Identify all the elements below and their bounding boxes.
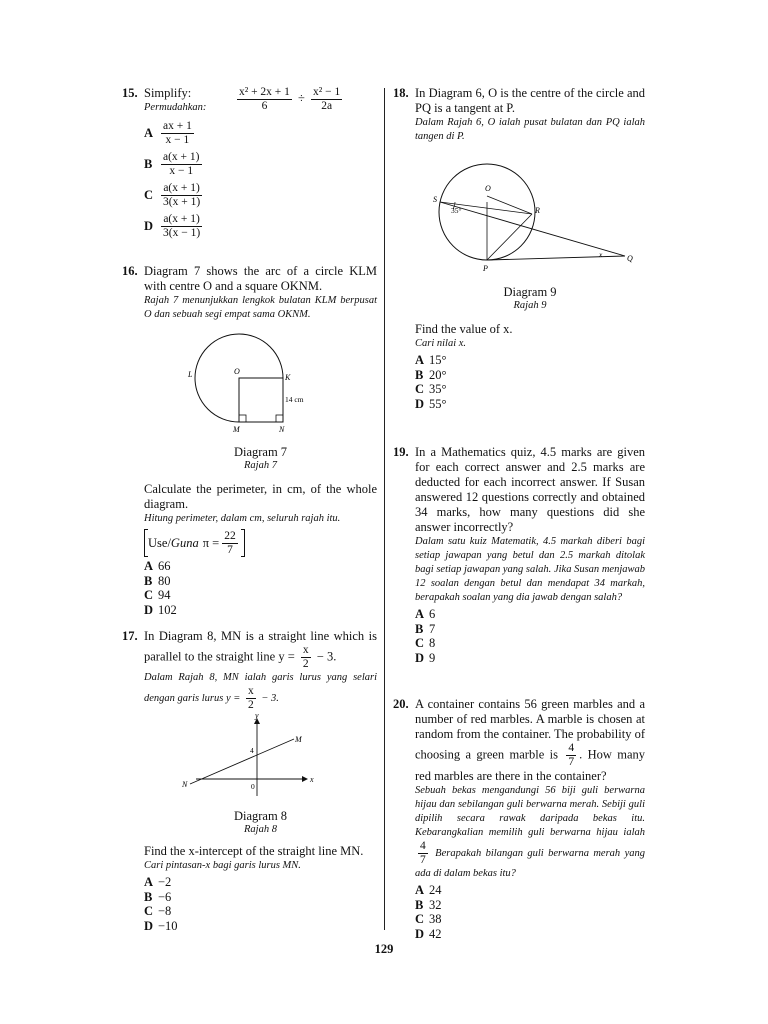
label-K: K: [285, 373, 291, 382]
option-letter: C: [415, 636, 425, 650]
option-value: 7: [429, 621, 436, 636]
question-text: In a Mathematics quiz, 4.5 marks are given for each correct answer and 2.5 marks are deducted for each incorrect answer. If Susan answered 12 questions correctly and obtained 34 marks, how many questions did she answer incorrectly?: [415, 445, 645, 534]
right-column: [393, 86, 645, 941]
question-number: 20.: [393, 697, 409, 711]
answer-options: [144, 559, 377, 617]
question-18: [393, 86, 645, 411]
question-prompt: Find the value of x.: [415, 322, 513, 336]
label-4: 4: [250, 746, 254, 755]
answer-options: [415, 353, 645, 411]
option-c: [415, 912, 645, 927]
question-15: [122, 86, 377, 256]
column-divider: [384, 88, 385, 930]
question-number: 16.: [122, 264, 138, 278]
question-17: [122, 629, 377, 933]
option-c: [144, 588, 377, 603]
option-letter: D: [144, 918, 154, 933]
label-length: 14 cm: [285, 395, 304, 404]
option-a: [415, 353, 645, 368]
option-a: [144, 120, 377, 147]
option-letter: B: [415, 897, 424, 912]
option-letter: B: [415, 367, 424, 382]
option-d: [144, 919, 377, 934]
option-value: −8: [158, 904, 172, 918]
option-letter: D: [144, 602, 154, 617]
option-b: [415, 898, 645, 913]
option-letter: B: [144, 573, 153, 588]
label-S: S: [433, 195, 437, 204]
option-letter: A: [415, 883, 425, 897]
option-value: −6: [158, 889, 172, 904]
question-text: Diagram 7 shows the arc of a circle KLM with centre O and a square OKNM.: [144, 264, 377, 293]
expression: $\frac{\text{x² + 2x + 1}}{6}$ ÷ $\frac{\text{x² − 1}}{2a}$: [239, 86, 341, 112]
option-letter: C: [415, 382, 425, 396]
label-Q: Q: [627, 254, 633, 263]
answer-options: [144, 875, 377, 933]
option-d: [144, 213, 377, 240]
question-text-malay: Dalam satu kuiz Matematik, 4.5 markah diberi bagi setiap jawapan yang betul dan 2.5 markah ditolak bagi setiap jawapan yang salah. Jika Susan menjawab 12 soalan dengan betul dan mendapat 34 markah, berapakah soalan yang dia jawab dengan salah?: [415, 536, 645, 603]
question-text: In Diagram 8, MN is a straight line which is parallel to the straight line y = $\frac{x}{2}$ − 3.: [144, 629, 377, 670]
question-number: 19.: [393, 445, 409, 459]
option-value: 6: [429, 607, 436, 621]
pi-note: Use/ Guna π = $\frac{22}{7}$: [144, 529, 377, 557]
option-value: 55°: [429, 396, 447, 411]
question-text-malay: Permudahkan:: [144, 102, 207, 113]
label-O: O: [234, 367, 240, 376]
option-value: 24: [429, 883, 442, 897]
question-prompt-malay: Cari nilai x.: [415, 338, 467, 349]
option-letter: A: [415, 607, 425, 621]
option-value: 38: [429, 912, 442, 926]
option-value: $\frac{ax + 1}{x - 1}$: [163, 120, 192, 146]
option-value: 94: [158, 588, 171, 602]
question-number: 17.: [122, 629, 138, 643]
answer-options: [415, 607, 645, 665]
label-x: x: [310, 775, 314, 784]
option-letter: A: [144, 126, 154, 141]
option-b: [144, 890, 377, 905]
option-letter: C: [144, 188, 154, 203]
answer-options: [415, 883, 645, 941]
label-0: 0: [251, 782, 255, 791]
question-text: A container contains 56 green marbles and a number of red marbles. A marble is chosen at random from the container. The probability of choosing a green marble is $\frac{4}{7}$ . How many red marbles are there in the container?: [415, 697, 646, 783]
label-R: R: [535, 206, 540, 215]
option-letter: A: [144, 875, 154, 889]
label-L: L: [188, 370, 193, 379]
question-number: 15.: [122, 86, 138, 100]
option-a: [415, 607, 645, 622]
label-N: N: [279, 425, 285, 434]
answer-options: [144, 120, 377, 240]
option-a: [415, 883, 645, 898]
option-letter: C: [144, 904, 154, 918]
option-value: 42: [429, 926, 442, 941]
option-value: 9: [429, 650, 436, 665]
option-letter: D: [415, 926, 425, 941]
question-text-malay: Rajah 7 menunjukkan lengkok bulatan KLM berpusat O dan sebuah segi empat sama OKNM.: [144, 295, 377, 320]
diagram-9-figure: [415, 144, 645, 282]
diagram-caption: Diagram 7 Rajah 7: [233, 445, 288, 471]
question-text: Simplify:: [144, 86, 192, 100]
option-a: [144, 875, 377, 890]
label-x: x: [599, 250, 603, 259]
option-b: [144, 574, 377, 589]
question-text-malay: Sebuah bekas mengandungi 56 biji guli berwarna hijau dan sebilangan guli berwarna merah. Sebiji guli dipilih secara rawak daripada bekas itu. Kebarangkalian memilih guli berwarna hijau ialah $\frac{4}{7}$ Berapakah bilangan guli berwarna merah yang ada di dalam bekas itu?: [415, 785, 645, 879]
option-value: 8: [429, 636, 436, 650]
option-value: −10: [158, 918, 178, 933]
option-value: 15°: [429, 353, 447, 367]
option-d: [415, 651, 645, 666]
diagram-9: [415, 144, 645, 286]
question-text-malay: Dalam Rajah 6, O ialah pusat bulatan dan PQ ialah tangen di P.: [415, 117, 645, 142]
option-value: 20°: [429, 367, 447, 382]
question-text-malay: Dalam Rajah 8, MN ialah garis lurus yang selari dengan garis lurus y = $\frac{x}{2}$ − 3.: [144, 672, 377, 711]
diagram-7-figure: [144, 322, 377, 442]
page-number: 129: [374, 942, 394, 956]
option-value: 80: [158, 573, 171, 588]
question-20: [393, 697, 645, 941]
label-P: P: [483, 264, 488, 273]
option-b: [415, 368, 645, 383]
option-letter: C: [415, 912, 425, 926]
option-letter: D: [415, 396, 425, 411]
question-prompt-malay: Hitung perimeter, dalam cm, seluruh rajah itu.: [144, 513, 341, 524]
option-value: $\frac{a(x + 1)}{x - 1}$: [163, 151, 200, 177]
label-N: N: [182, 780, 188, 789]
option-d: [415, 397, 645, 412]
label-O: O: [485, 184, 491, 193]
label-angle: 35°: [451, 206, 462, 215]
label-y: y: [255, 712, 259, 720]
label-M: M: [233, 425, 240, 434]
option-value: 102: [158, 602, 177, 617]
option-letter: A: [144, 559, 154, 573]
option-b: [144, 151, 377, 178]
option-b: [415, 622, 645, 637]
left-column: [122, 86, 377, 933]
diagram-caption: Diagram 8 Rajah 8: [233, 809, 288, 835]
question-number: 18.: [393, 86, 409, 100]
question-text: In Diagram 6, O is the centre of the circle and PQ is a tangent at P.: [415, 86, 645, 115]
option-letter: B: [415, 621, 424, 636]
question-prompt: Calculate the perimeter, in cm, of the whole diagram.: [144, 482, 377, 511]
option-d: [144, 603, 377, 618]
option-value: $\frac{a(x + 1)}{3(x + 1)}$: [163, 182, 201, 208]
option-value: 66: [158, 559, 171, 573]
option-letter: B: [144, 889, 153, 904]
option-letter: A: [415, 353, 425, 367]
option-a: [144, 559, 377, 574]
option-value: −2: [158, 875, 172, 889]
option-value: 32: [429, 897, 442, 912]
option-c: [144, 182, 377, 209]
label-M: M: [295, 735, 302, 744]
diagram-7: [144, 322, 377, 446]
option-letter: C: [144, 588, 154, 602]
question-prompt: Find the x-intercept of the straight line MN.: [144, 844, 364, 858]
option-c: [415, 382, 645, 397]
diagram-8: [144, 712, 377, 808]
question-prompt-malay: Cari pintasan-x bagi garis lurus MN.: [144, 860, 301, 871]
option-d: [415, 927, 645, 942]
option-c: [144, 904, 377, 919]
option-value: 35°: [429, 382, 447, 396]
option-letter: B: [144, 157, 153, 172]
option-c: [415, 636, 645, 651]
question-19: [393, 445, 645, 665]
diagram-8-figure: [144, 712, 377, 804]
diagram-caption: Diagram 9 Rajah 9: [503, 285, 557, 311]
option-letter: D: [144, 219, 154, 234]
option-letter: D: [415, 650, 425, 665]
option-value: $\frac{a(x + 1)}{3(x - 1)}$: [163, 213, 201, 239]
question-16: [122, 264, 377, 617]
